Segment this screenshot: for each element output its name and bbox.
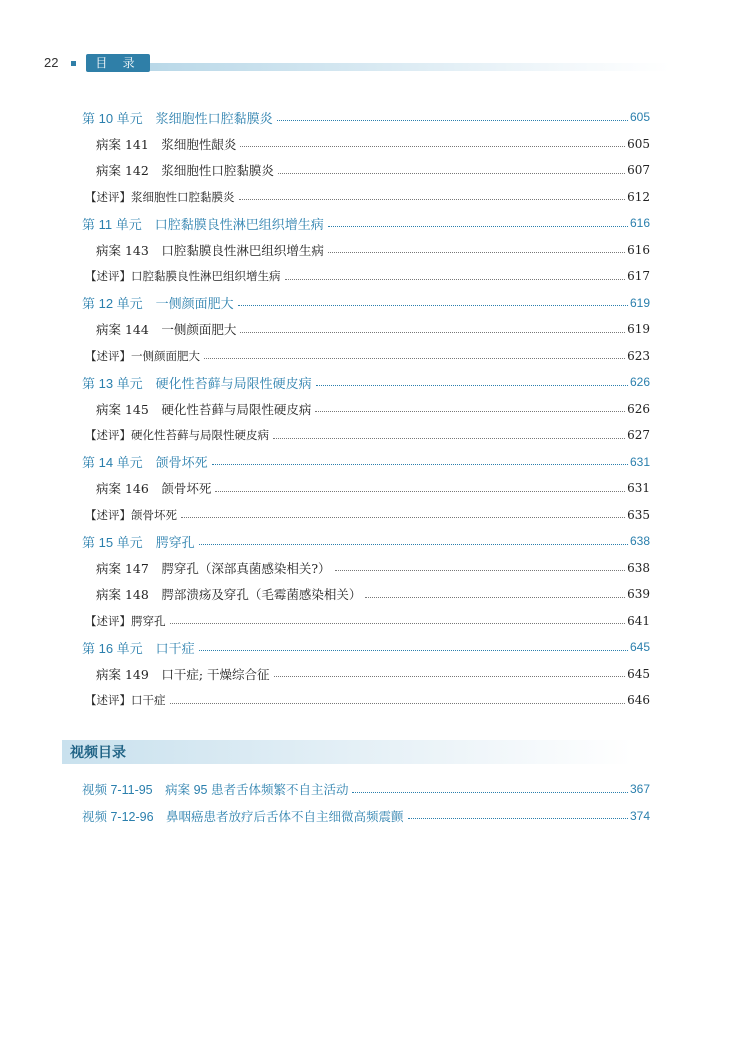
dot-leader bbox=[215, 491, 625, 492]
entry-page-number: 645 bbox=[629, 640, 650, 655]
entry-page-number: 638 bbox=[627, 560, 650, 575]
entry-label: 第 16 单元 口干症 bbox=[82, 640, 195, 656]
toc-review-entry[interactable] bbox=[0, 687, 730, 714]
entry-page-number: 605 bbox=[627, 136, 650, 151]
toc-unit-entry[interactable] bbox=[0, 528, 730, 555]
video-section-title: 视频目录 bbox=[62, 740, 632, 764]
entry-label: 病案 147 腭穿孔（深部真菌感染相关?） bbox=[96, 560, 331, 576]
entry-label: 第 15 单元 腭穿孔 bbox=[82, 534, 195, 550]
bullet-square-icon bbox=[71, 61, 76, 66]
dot-leader bbox=[240, 146, 625, 147]
dot-leader bbox=[170, 623, 626, 624]
dot-leader bbox=[352, 792, 627, 793]
toc-case-entry[interactable] bbox=[0, 555, 730, 582]
toc-case-entry[interactable] bbox=[0, 581, 730, 608]
entry-label: 病案 142 浆细胞性口腔黏膜炎 bbox=[96, 163, 274, 179]
entry-page-number: 627 bbox=[627, 428, 650, 443]
toc-unit-entry[interactable] bbox=[0, 369, 730, 396]
toc-unit-entry[interactable] bbox=[0, 104, 730, 131]
entry-label: 第 14 单元 颌骨坏死 bbox=[82, 455, 208, 471]
toc-review-entry[interactable] bbox=[0, 608, 730, 635]
entry-label: 【述评】腭穿孔 bbox=[85, 613, 166, 628]
dot-leader bbox=[204, 358, 625, 359]
entry-page-number: 623 bbox=[627, 348, 650, 363]
entry-label: 病案 146 颌骨坏死 bbox=[96, 481, 212, 497]
dot-leader bbox=[365, 597, 625, 598]
entry-label: 【述评】硬化性苔藓与局限性硬皮病 bbox=[85, 428, 269, 443]
entry-page-number: 616 bbox=[629, 216, 650, 231]
toc-case-entry[interactable] bbox=[0, 475, 730, 502]
video-entry[interactable] bbox=[0, 803, 730, 830]
entry-label: 第 13 单元 硬化性苔藓与局限性硬皮病 bbox=[82, 375, 312, 391]
toc-case-entry[interactable] bbox=[0, 237, 730, 264]
dot-leader bbox=[316, 385, 628, 386]
dot-leader bbox=[278, 173, 625, 174]
toc-review-entry[interactable] bbox=[0, 343, 730, 370]
toc-case-entry[interactable] bbox=[0, 396, 730, 423]
entry-label: 视频 7-12-96 鼻咽癌患者放疗后舌体不自主细微高频震颤 bbox=[82, 809, 404, 824]
toc-review-entry[interactable] bbox=[0, 184, 730, 211]
entry-page-number: 631 bbox=[629, 454, 650, 469]
entry-page-number: 616 bbox=[627, 242, 650, 257]
entry-page-number: 641 bbox=[627, 613, 650, 628]
entry-page-number: 612 bbox=[627, 189, 650, 204]
entry-page-number: 638 bbox=[629, 534, 650, 549]
dot-leader bbox=[170, 703, 626, 704]
dot-leader bbox=[335, 570, 626, 571]
entry-label: 【述评】一侧颜面肥大 bbox=[85, 348, 200, 363]
entry-label: 病案 141 浆细胞性龈炎 bbox=[96, 136, 237, 152]
entry-page-number: 631 bbox=[627, 481, 650, 496]
entry-page-number: 605 bbox=[629, 110, 650, 125]
toc-review-entry[interactable] bbox=[0, 502, 730, 529]
entry-label: 【述评】颌骨坏死 bbox=[85, 507, 177, 522]
entry-page-number: 619 bbox=[629, 295, 650, 310]
video-list bbox=[0, 776, 730, 829]
dot-leader bbox=[328, 226, 628, 227]
page-header bbox=[0, 52, 730, 74]
toc-case-entry[interactable] bbox=[0, 316, 730, 343]
dot-leader bbox=[273, 438, 625, 439]
entry-page-number: 617 bbox=[627, 269, 650, 284]
entry-label: 【述评】口干症 bbox=[85, 693, 166, 708]
entry-label: 第 12 单元 一侧颜面肥大 bbox=[82, 296, 234, 312]
entry-label: 【述评】口腔黏膜良性淋巴组织增生病 bbox=[85, 269, 281, 284]
entry-page-number: 626 bbox=[629, 375, 650, 390]
toc-case-entry[interactable] bbox=[0, 157, 730, 184]
dot-leader bbox=[328, 252, 625, 253]
dot-leader bbox=[239, 199, 626, 200]
entry-label: 视频 7-11-95 病案 95 患者舌体频繁不自主活动 bbox=[82, 783, 349, 798]
page-number: 22 bbox=[44, 55, 59, 70]
dot-leader bbox=[285, 279, 626, 280]
entry-page-number: 367 bbox=[629, 782, 650, 797]
dot-leader bbox=[181, 517, 625, 518]
dot-leader bbox=[240, 332, 625, 333]
toc-unit-entry[interactable] bbox=[0, 634, 730, 661]
toc-case-entry[interactable] bbox=[0, 131, 730, 158]
toc-case-entry[interactable] bbox=[0, 661, 730, 688]
entry-label: 病案 148 腭部溃疡及穿孔（毛霉菌感染相关） bbox=[96, 587, 362, 603]
entry-label: 病案 144 一侧颜面肥大 bbox=[96, 322, 237, 338]
section-tab: 目 录 bbox=[86, 54, 150, 72]
toc-unit-entry[interactable] bbox=[0, 290, 730, 317]
entry-page-number: 607 bbox=[627, 163, 650, 178]
entry-page-number: 626 bbox=[627, 401, 650, 416]
dot-leader bbox=[238, 305, 628, 306]
toc-unit-entry[interactable] bbox=[0, 449, 730, 476]
toc-review-entry[interactable] bbox=[0, 263, 730, 290]
dot-leader bbox=[199, 650, 628, 651]
dot-leader bbox=[212, 464, 628, 465]
entry-label: 病案 149 口干症; 干燥综合征 bbox=[96, 666, 270, 682]
entry-page-number: 374 bbox=[629, 808, 650, 823]
dot-leader bbox=[274, 676, 626, 677]
entry-page-number: 646 bbox=[627, 693, 650, 708]
entry-page-number: 645 bbox=[627, 666, 650, 681]
dot-leader bbox=[199, 544, 628, 545]
toc-review-entry[interactable] bbox=[0, 422, 730, 449]
table-of-contents bbox=[0, 104, 730, 714]
entry-label: 【述评】浆细胞性口腔黏膜炎 bbox=[85, 189, 235, 204]
entry-page-number: 619 bbox=[627, 322, 650, 337]
entry-label: 病案 143 口腔黏膜良性淋巴组织增生病 bbox=[96, 242, 324, 258]
entry-label: 第 11 单元 口腔黏膜良性淋巴组织增生病 bbox=[82, 216, 324, 232]
entry-page-number: 639 bbox=[627, 587, 650, 602]
entry-label: 第 10 单元 浆细胞性口腔黏膜炎 bbox=[82, 110, 273, 126]
dot-leader bbox=[408, 818, 628, 819]
entry-page-number: 635 bbox=[627, 507, 650, 522]
header-rule bbox=[150, 63, 670, 71]
video-entry[interactable] bbox=[0, 776, 730, 803]
entry-label: 病案 145 硬化性苔藓与局限性硬皮病 bbox=[96, 401, 312, 417]
dot-leader bbox=[315, 411, 625, 412]
toc-unit-entry[interactable] bbox=[0, 210, 730, 237]
dot-leader bbox=[277, 120, 628, 121]
